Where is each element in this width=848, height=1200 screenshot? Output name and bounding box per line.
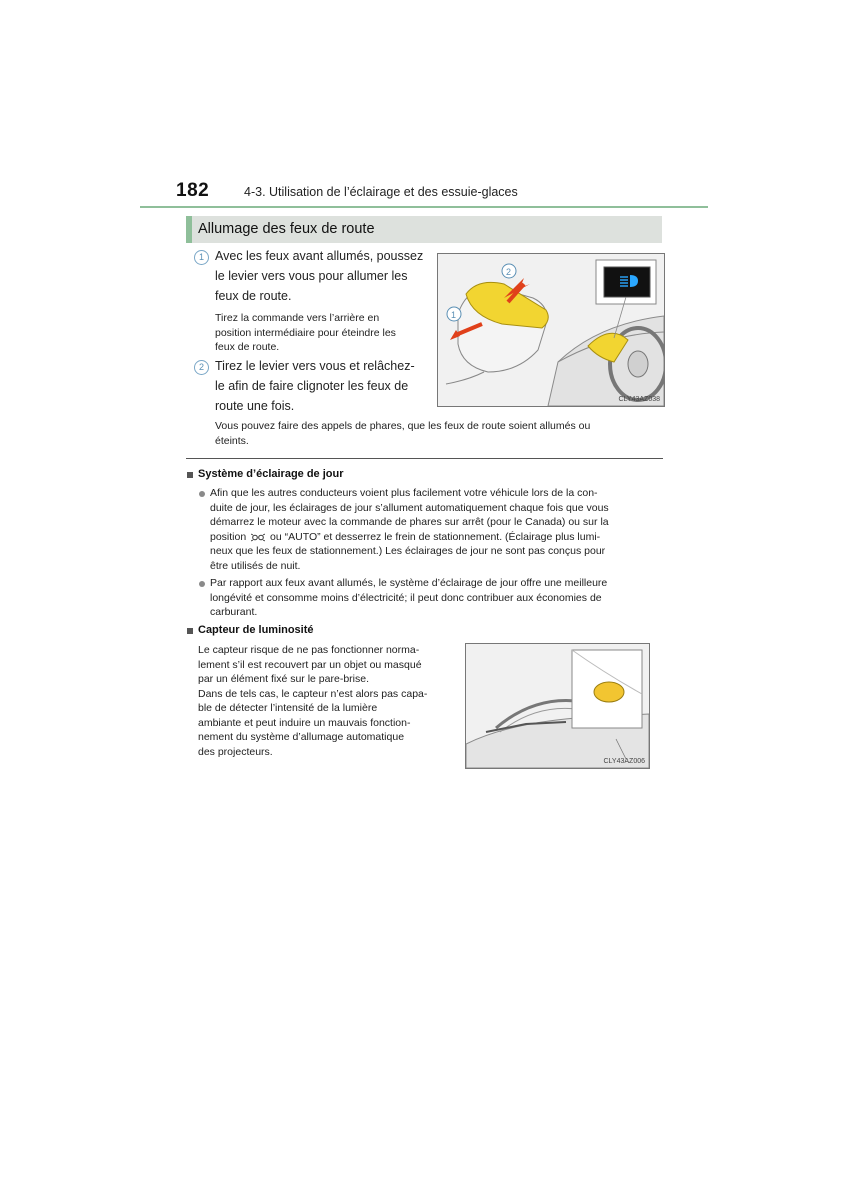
section-title: Allumage des feux de route xyxy=(198,221,375,237)
section-title-accent xyxy=(186,216,192,243)
high-beam-lever-illustration xyxy=(437,253,665,407)
step-2-text xyxy=(215,356,427,416)
bullet-icon xyxy=(199,491,205,497)
drl-bullet-1-line: démarrez le moteur avec la commande de phares sur arrêt (pour le Canada) ou sur la xyxy=(210,516,609,528)
drl-bullet-2-line: longévité et consomme moins d’électricité; il peut donc contribuer aux économies de xyxy=(210,591,602,604)
step-2-line: le afin de faire clignoter les feux de xyxy=(215,379,409,393)
sensor-line: Dans de tels cas, le capteur n’est alors pas capa- xyxy=(198,687,428,700)
header-divider xyxy=(140,206,708,208)
sensor-line: des projecteurs. xyxy=(198,745,273,758)
sensor-line: ble de détecter l’intensité de la lumière xyxy=(198,702,378,714)
illustration-code: CLY43AZ006 xyxy=(603,758,645,765)
sensor-text xyxy=(198,643,448,759)
drl-title: Système d’éclairage de jour xyxy=(198,468,344,480)
drl-bullet-1-line: neux que les feux de stationnement.) Les éclairages de jour ne sont pas conçus pour xyxy=(210,545,606,557)
illustration-callout-2: 2 xyxy=(506,267,512,277)
light-sensor-illustration xyxy=(465,643,650,769)
drl-bullet-2 xyxy=(210,576,662,620)
step-1-line: Avec les feux avant allumés, poussez xyxy=(215,249,424,263)
section-divider xyxy=(186,458,663,459)
drl-bullet-2-line: Par rapport aux feux avant allumés, le système d’éclairage de jour offre une meilleure xyxy=(210,577,608,589)
step-1-note-line: Tirez la commande vers l’arrière en xyxy=(215,312,380,324)
page-number: 182 xyxy=(176,180,210,201)
sensor-title: Capteur de luminosité xyxy=(198,624,314,636)
flash-note-line: Vous pouvez faire des appels de phares, que les feux de route soient allumés ou xyxy=(215,420,591,432)
drl-line-rest: ou “AUTO” et desserrez le frein de stationnement. (Éclairage plus lumi- xyxy=(270,530,601,543)
step-1-note-line: position intermédiaire pour éteindre les xyxy=(215,326,396,339)
drl-bullet-1-line: être utilisés de nuit. xyxy=(210,559,301,572)
square-bullet-icon xyxy=(187,628,193,634)
sensor-drawing xyxy=(466,644,649,768)
square-bullet-icon xyxy=(187,472,193,478)
chapter-title: 4-3. Utilisation de l’éclairage et des essuie-glaces xyxy=(244,185,518,199)
flash-note xyxy=(215,419,661,448)
drl-bullet-1-line: Afin que les autres conducteurs voient plus facilement votre véhicule lors de la con- xyxy=(210,487,598,499)
step-1-number: 1 xyxy=(194,250,209,265)
step-1-note xyxy=(215,311,427,355)
sensor-line: Le capteur risque de ne pas fonctionner norma- xyxy=(198,644,420,656)
sensor-line: par un élément fixé sur le pare-brise. xyxy=(198,673,369,685)
step-1-line: feux de route. xyxy=(215,289,292,303)
parking-lamp-icon xyxy=(251,532,265,541)
drl-bullet-1-line: duite de jour, les éclairages de jour s’allument automatiquement chaque fois que vous xyxy=(210,501,609,514)
step-2-line: route une fois. xyxy=(215,399,295,413)
step-1-text xyxy=(215,246,427,306)
sensor-line: nement du système d’allumage automatique xyxy=(198,731,405,743)
step-1-note-line: feux de route. xyxy=(215,341,280,353)
step-2-number: 2 xyxy=(194,360,209,375)
drl-bullet-1 xyxy=(210,486,662,573)
bullet-icon xyxy=(199,581,205,587)
sensor-line: lement s’il est recouvert par un objet ou masqué xyxy=(198,658,422,671)
illustration-callout-1: 1 xyxy=(451,310,457,320)
flash-note-line: éteints. xyxy=(215,434,249,447)
drl-bullet-1-line xyxy=(210,530,662,545)
step-2-line: Tirez le levier vers vous et relâchez- xyxy=(215,359,415,373)
high-beam-indicator-icon xyxy=(618,274,640,288)
sensor-line: ambiante et peut induire un mauvais fonction- xyxy=(198,716,411,729)
drl-position-word: position xyxy=(210,530,247,543)
drl-bullet-2-line: carburant. xyxy=(210,606,258,618)
step-1-line: le levier vers vous pour allumer les xyxy=(215,269,408,283)
illustration-code: CLY43AZ038 xyxy=(618,396,660,403)
